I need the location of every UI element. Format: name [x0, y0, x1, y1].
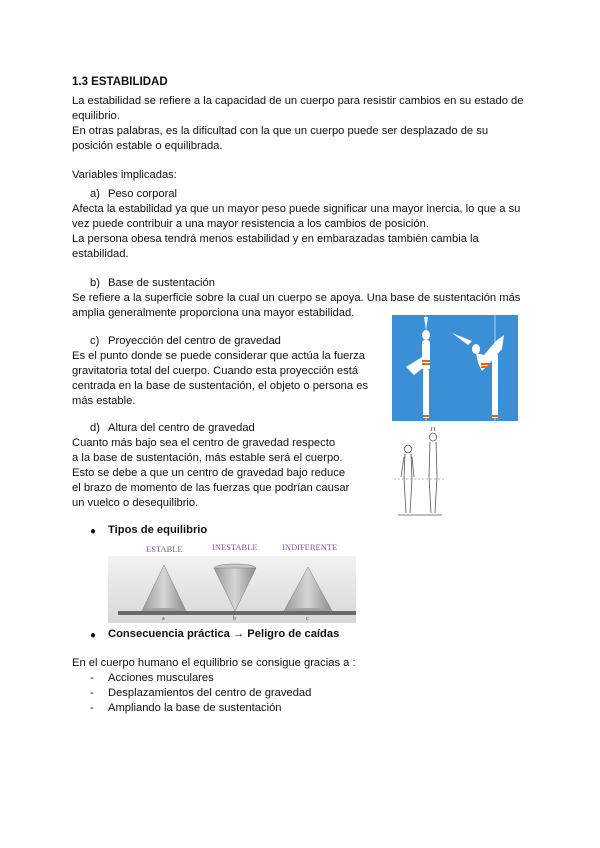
intro-line-3: En otras palabras, es la dificultad con la que un cuerpo puede ser desplazado de su: [72, 125, 489, 137]
label-inestable: INESTABLE: [212, 542, 258, 552]
center-of-gravity-figure: [392, 315, 518, 421]
section-title: 1.3 ESTABILIDAD: [72, 76, 168, 88]
label-estable: ESTABLE: [146, 544, 183, 554]
variables-heading: Variables implicadas:: [72, 169, 177, 181]
standing-figures-illustration: [394, 427, 446, 519]
list-dash-3: -: [90, 702, 94, 714]
yoga-silhouettes-illustration: [392, 315, 518, 421]
list-item-1: Acciones musculares: [108, 672, 214, 684]
var-b-line-2: amplia generalmente proporciona una mayor estabilidad.: [72, 307, 355, 319]
list-dash-2: -: [90, 687, 94, 699]
var-d-line-2: a la base de sustentación, más estable será el cuerpo.: [72, 452, 343, 464]
bullet-types: Tipos de equilibrio: [108, 524, 208, 536]
list-item-3: Ampliando la base de sustentación: [108, 702, 282, 714]
var-a-title: Peso corporal: [108, 188, 178, 200]
var-b-line-1: Se refiere a la superficie sobre la cual un cuerpo se apoya. Una base de sustentación más: [72, 292, 521, 304]
var-a-line-1: Afecta la estabilidad ya que un mayor peso puede significar una mayor inercia, lo que a su: [72, 203, 521, 215]
var-c-marker: c): [90, 335, 100, 347]
intro-line-4: posición estable o equilibrada.: [72, 140, 223, 152]
var-d-line-5: un vuelco o desequilibrio.: [72, 497, 199, 509]
var-d-line-3: Esto se debe a que un centro de gravedad bajo reduce: [72, 467, 346, 479]
var-b-title: Base de sustentación: [108, 277, 215, 289]
bullet-types-dot: ●: [90, 526, 97, 537]
var-a-line-3: La persona obesa tendrá menos estabilidad y en embarazadas también cambia la: [72, 233, 479, 245]
equilibrium-types-figure: [108, 541, 356, 623]
intro-line-1: La estabilidad se refiere a la capacidad de un cuerpo para resistir cambios en su estado de: [72, 95, 524, 107]
height-of-gravity-figure: [394, 427, 446, 519]
var-c-line-2: gravitatoria total del cuerpo. Cuando esta proyección está: [72, 365, 359, 377]
list-dash-1: -: [90, 672, 94, 684]
var-d-title: Altura del centro de gravedad: [108, 422, 255, 434]
list-item-2: Desplazamientos del centro de gravedad: [108, 687, 312, 699]
letter-c: c: [306, 616, 309, 622]
var-b-marker: b): [90, 277, 100, 289]
var-c-line-3: centrada en la base de sustentación, el objeto o persona es: [72, 380, 369, 392]
var-a-line-2: vez puede contribuir a una mayor resistencia a los cambios de posición.: [72, 218, 429, 230]
var-d-line-4: el brazo de momento de las fuerzas que podrían causar: [72, 482, 350, 494]
letter-a: a: [162, 616, 165, 622]
bullet-consequence-dot: ●: [90, 630, 97, 641]
conclusion-text: En el cuerpo humano el equilibrio se consigue gracias a :: [72, 657, 356, 669]
var-d-marker: d): [90, 422, 100, 434]
var-c-line-4: más estable.: [72, 395, 136, 407]
var-a-line-4: estabilidad.: [72, 248, 129, 260]
bullet-consequence: Consecuencia práctica → Peligro de caídas: [108, 628, 340, 640]
letter-b: b: [233, 616, 236, 622]
var-d-line-1: Cuanto más bajo sea el centro de gravedad respecto: [72, 437, 336, 449]
var-c-title: Proyección del centro de gravedad: [108, 335, 281, 347]
var-c-line-1: Es el punto donde se puede considerar que actúa la fuerza: [72, 350, 365, 362]
var-a-marker: a): [90, 188, 100, 200]
label-indiferente: INDIFERENTE: [282, 542, 338, 552]
intro-line-2: equilibrio.: [72, 110, 120, 122]
